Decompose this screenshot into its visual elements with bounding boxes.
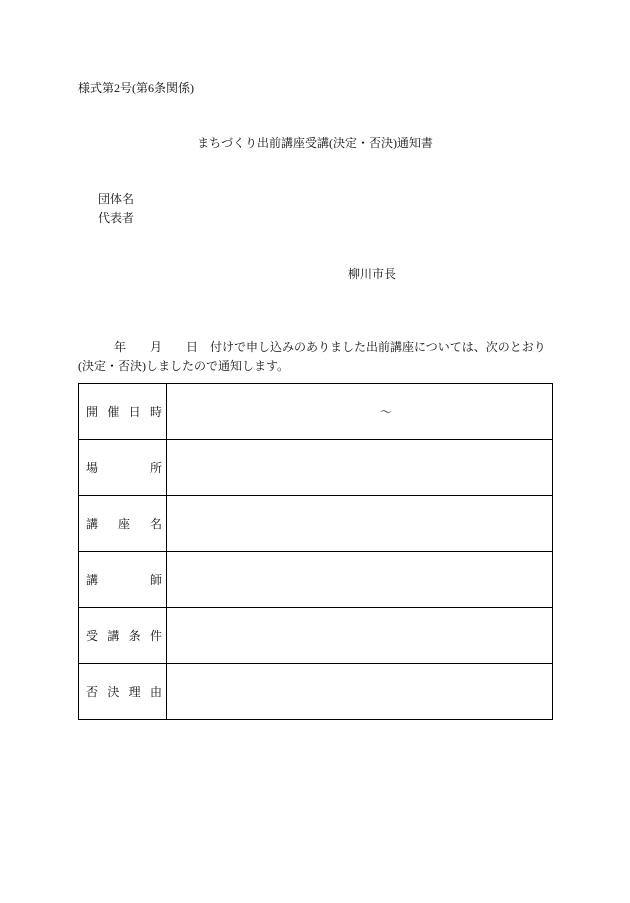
date-range-separator: ～: [380, 404, 393, 419]
row-label-instructor: [86, 573, 162, 587]
table-row-location: [79, 439, 552, 495]
issuer-name: 柳川市長: [348, 267, 397, 281]
value-cell: [167, 384, 552, 439]
value-cell: [167, 552, 552, 607]
label-char: 由: [149, 684, 162, 699]
label-cell: [79, 664, 167, 719]
lecture-details-table: [78, 383, 553, 720]
label-char: 催: [107, 404, 120, 419]
label-cell: [79, 608, 167, 663]
value-cell: [167, 608, 552, 663]
label-char: 件: [149, 628, 162, 643]
table-row-instructor: [79, 551, 552, 607]
label-char: 講: [86, 516, 99, 531]
label-char: 開: [86, 404, 99, 419]
row-label-date-time: [86, 405, 162, 419]
document-title: まちづくり出前講座受講(決定・否決)通知書: [197, 136, 433, 150]
label-char: 条: [128, 628, 141, 643]
body-text-line-1: 年 月 日 付けで申し込みのありました出前講座については、次のとおり: [78, 340, 546, 354]
table-row-date-time: [79, 384, 552, 439]
table-row-rejection-reason: [79, 663, 552, 719]
label-char: 決: [107, 684, 120, 699]
organization-label: 団体名: [98, 192, 135, 206]
label-char: 否: [86, 684, 99, 699]
label-char: 座: [117, 516, 130, 531]
row-label-lecture-name: [86, 517, 162, 531]
value-cell: [167, 664, 552, 719]
label-cell: [79, 552, 167, 607]
label-char: 名: [149, 516, 162, 531]
label-char: 師: [149, 572, 162, 587]
value-cell: [167, 440, 552, 495]
row-label-conditions: [86, 629, 162, 643]
label-char: 所: [149, 460, 162, 475]
representative-label: 代表者: [98, 211, 135, 225]
table-row-conditions: [79, 607, 552, 663]
label-char: 講: [107, 628, 120, 643]
label-cell: [79, 496, 167, 551]
label-char: 受: [86, 628, 99, 643]
label-char: 場: [86, 460, 99, 475]
body-text-line-2: (決定・否決)しましたので通知します。: [78, 359, 290, 373]
label-char: 講: [86, 572, 99, 587]
table-row-lecture-name: [79, 495, 552, 551]
label-cell: [79, 440, 167, 495]
label-char: 理: [128, 684, 141, 699]
label-char: 時: [149, 404, 162, 419]
row-label-location: [86, 461, 162, 475]
label-cell: [79, 384, 167, 439]
label-char: 日: [128, 404, 141, 419]
row-label-rejection-reason: [86, 685, 162, 699]
form-number: 様式第2号(第6条関係): [78, 81, 194, 95]
value-cell: [167, 496, 552, 551]
